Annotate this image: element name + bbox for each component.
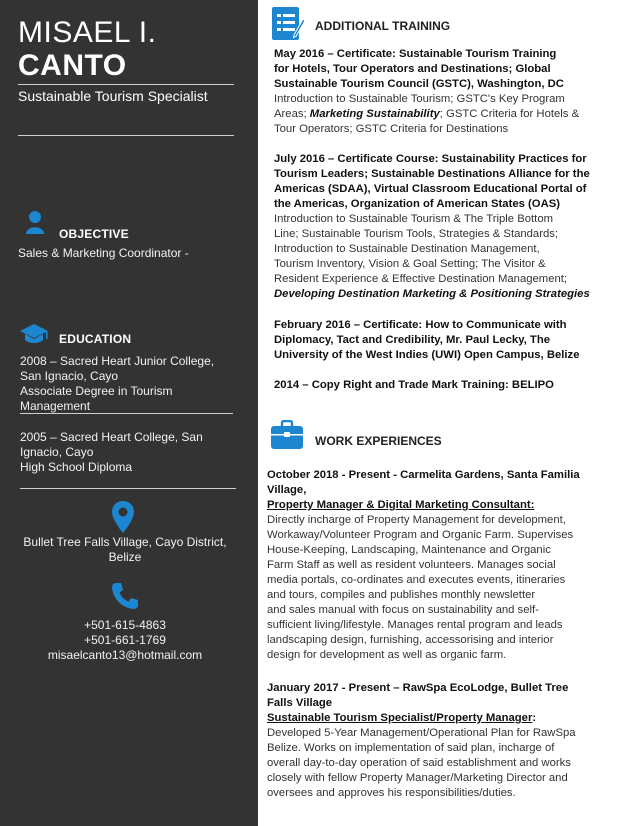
training-head: February 2016 – Certificate: How to Communicate with Diplomacy, Tact and Credibility, Mr. Paul Lecky, The University of the West Indies (UWI) Open Campus, Belize bbox=[274, 319, 580, 361]
divider bbox=[18, 135, 234, 136]
user-icon bbox=[25, 210, 45, 234]
job-body: Directly incharge of Property Management for development, bbox=[267, 514, 566, 526]
contact-info bbox=[0, 618, 250, 663]
job-entry bbox=[267, 468, 633, 663]
location-pin-icon bbox=[111, 500, 135, 534]
job-head: January 2017 - Present – RawSpa EcoLodge, Bullet Tree Falls Village bbox=[267, 682, 569, 709]
phone-number: +501-661-1769 bbox=[84, 633, 166, 647]
job-body: and sales manual with focus on sustainability and self- bbox=[267, 604, 539, 616]
training-body: Tourism Inventory, Vision & Goal Setting; The Visitor & bbox=[274, 258, 546, 270]
address bbox=[0, 535, 250, 565]
training-entry bbox=[274, 47, 632, 137]
edu-line: San Ignacio, Cayo bbox=[20, 369, 119, 383]
training-entry bbox=[274, 318, 632, 363]
job-role: Property Manager & Digital Marketing Consultant: bbox=[267, 499, 535, 511]
job-body: landscaping design, furnishing, accessorising and interior bbox=[267, 634, 554, 646]
training-body: Resident Experience & Effective Destination Management; bbox=[274, 273, 568, 285]
graduation-cap-icon bbox=[19, 323, 49, 345]
training-body: Line; Sustainable Tourism Tools, Strategies & Standards; bbox=[274, 228, 559, 240]
edu-line: Management bbox=[20, 399, 91, 413]
job-body: Belize. Works on implementation of said plan, incharge of bbox=[267, 742, 555, 754]
objective-text: Sales & Marketing Coordinator - bbox=[18, 246, 189, 260]
training-head: July 2016 – Certificate Course: Sustainability Practices for Tourism Leaders; Sustainable Destinations Alliance for the Americas (SDAA), Virtual Classroom Educational Portal of the Americas, Organization of American States (OAS) bbox=[274, 153, 590, 210]
training-head: 2014 – Copy Right and Trade Mark Training: BELIPO bbox=[274, 379, 554, 391]
training-body: Areas; Marketing Sustainability; GSTC Criteria for Hotels & bbox=[274, 108, 580, 120]
email: misaelcanto13@hotmail.com bbox=[47, 648, 203, 662]
job-body: Developed 5-Year Management/Operational Plan for RawSpa bbox=[267, 727, 576, 739]
job-body: oversees and approves his responsibilities/duties. bbox=[267, 787, 516, 799]
edu-line: 2008 – Sacred Heart Junior College, bbox=[20, 354, 215, 368]
job-body: media portals, co-ordinates and executes events, itineraries bbox=[267, 574, 566, 586]
briefcase-icon bbox=[270, 420, 304, 450]
phone-icon bbox=[110, 581, 140, 611]
education-entry bbox=[20, 354, 214, 414]
job-role: Sustainable Tourism Specialist/Property Manager: bbox=[267, 712, 537, 724]
job-body: Farm Staff as well as resident volunteers. Manages social bbox=[267, 559, 556, 571]
job-entry bbox=[267, 681, 633, 801]
training-title: ADDITIONAL TRAINING bbox=[315, 19, 451, 33]
edu-line: Associate Degree in Tourism bbox=[20, 384, 173, 398]
training-body-emphasis: Developing Destination Marketing & Positioning Strategies bbox=[274, 288, 590, 300]
job-body: Workaway/Volunteer Program and Organic Farm. Supervises bbox=[267, 529, 574, 541]
name-last: CANTO bbox=[18, 49, 127, 82]
edu-line: High School Diploma bbox=[20, 460, 133, 474]
training-entry bbox=[274, 152, 632, 302]
edu-line: Ignacio, Cayo bbox=[20, 445, 94, 459]
phone-number: +501-615-4863 bbox=[84, 618, 166, 632]
objective-title: OBJECTIVE bbox=[59, 227, 129, 241]
training-body: Introduction to Sustainable Tourism & The Triple Bottom bbox=[274, 213, 554, 225]
divider bbox=[18, 84, 234, 85]
sidebar bbox=[0, 0, 258, 826]
job-head: October 2018 - Present - Carmelita Gardens, Santa Familia Village, bbox=[267, 469, 580, 496]
training-body: Tour Operators; GSTC Criteria for Destinations bbox=[274, 123, 509, 135]
divider bbox=[20, 413, 233, 414]
divider bbox=[20, 488, 236, 489]
job-body: design for development as well as organic farm. bbox=[267, 649, 507, 661]
address-line: Belize bbox=[108, 550, 142, 564]
job-body: sufficient living/lifestyle. Manages rental program and leads bbox=[267, 619, 563, 631]
name-first: MISAEL I. bbox=[18, 16, 157, 49]
training-body: Introduction to Sustainable Tourism; GSTC's Key Program bbox=[274, 93, 565, 105]
training-head: May 2016 – Certificate: Sustainable Tourism Training for Hotels, Tour Operators and Destinations; Global Sustainable Tourism Council (GSTC), Washington, DC bbox=[274, 48, 564, 90]
job-body: overall day-to-day operation of said establishment and works bbox=[267, 757, 571, 769]
main-content bbox=[258, 0, 638, 826]
address-line: Bullet Tree Falls Village, Cayo District, bbox=[23, 535, 227, 549]
training-entry bbox=[274, 378, 632, 393]
job-body: closely with fellow Property Manager/Marketing Director and bbox=[267, 772, 568, 784]
role-title: Sustainable Tourism Specialist bbox=[18, 88, 208, 104]
document-list-icon bbox=[270, 5, 306, 43]
education-entry bbox=[20, 430, 203, 475]
education-title: EDUCATION bbox=[59, 332, 132, 346]
training-body: Introduction to Sustainable Destination Management, bbox=[274, 243, 540, 255]
work-title: WORK EXPERIENCES bbox=[315, 434, 442, 448]
job-body: House-Keeping, Landscaping, Maintenance and Organic bbox=[267, 544, 551, 556]
edu-line: 2005 – Sacred Heart College, San bbox=[20, 430, 203, 444]
job-body: and tours, compiles and publishes monthly newsletter bbox=[267, 589, 536, 601]
